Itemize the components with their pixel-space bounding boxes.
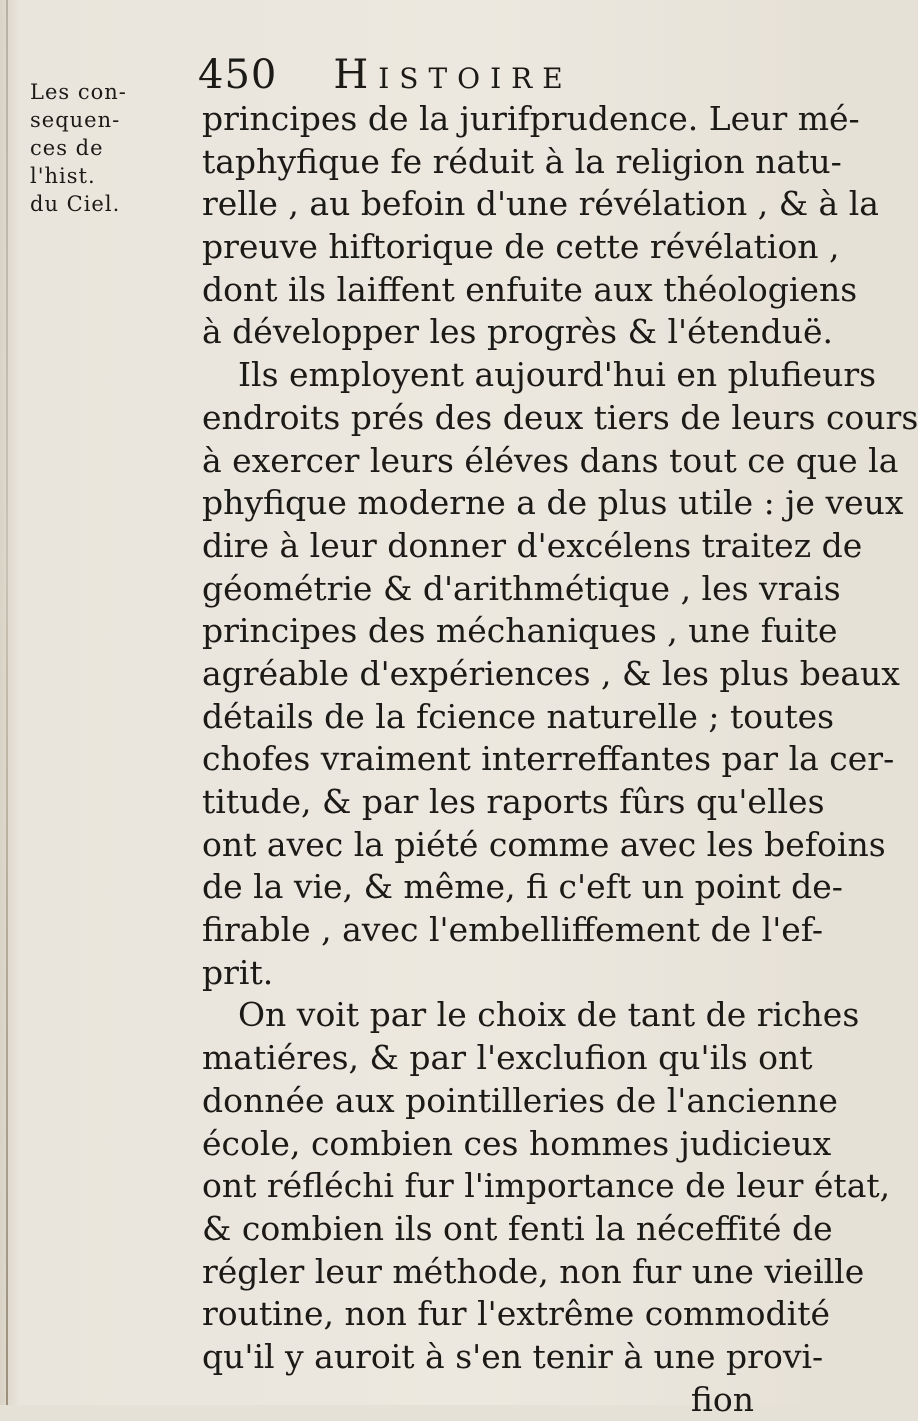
page-edge [6, 0, 8, 1405]
margin-note-line: du Ciel. [30, 192, 121, 216]
text-line: chofes vraiment interreffantes par la cer- [202, 739, 895, 779]
margin-note-line: sequen- [30, 108, 121, 132]
text-line: firable , avec l'embelliffement de l'ef- [202, 910, 824, 950]
text-line: relle , au befoin d'une révélation , & à la [202, 184, 879, 224]
page-number: 450 [198, 52, 278, 98]
text-line: régler leur méthode, non fur une vieille [202, 1251, 865, 1291]
text-line: taphyfique fe réduit à la religion natu- [202, 141, 842, 181]
text-line: routine, non fur l'extrême commodité [202, 1294, 830, 1334]
text-line: On voit par le choix de tant de riches [238, 995, 860, 1035]
catchword: fion [690, 1379, 754, 1419]
text-line: agréable d'expériences , & les plus beaux [202, 653, 900, 693]
body-text [202, 98, 918, 1421]
text-line: dont ils laiffent enfuite aux théologiens [202, 269, 858, 309]
text-line: école, combien ces hommes judicieux [202, 1123, 832, 1163]
text-line: matiéres, & par l'exclufion qu'ils ont [202, 1038, 813, 1078]
margin-note-line: ces de [30, 136, 104, 160]
margin-note [30, 78, 200, 218]
text-line: prit. [202, 952, 274, 992]
margin-note-line: l'hist. [30, 164, 96, 188]
text-line: principes des méchaniques , une fuite [202, 611, 838, 651]
text-line: ont avec la piété comme avec les befoins [202, 824, 886, 864]
text-line: à exercer leurs éléves dans tout ce que la [202, 440, 899, 480]
text-line: de la vie, & même, fi c'eft un point de- [202, 867, 843, 907]
text-line: principes de la jurifprudence. Leur mé- [202, 99, 860, 138]
text-line: phyfique moderne a de plus utile : je veux [202, 483, 904, 523]
text-line: titude, & par les raports fûrs qu'elles [202, 782, 825, 821]
text-line: ont réfléchi fur l'importance de leur état, [202, 1166, 891, 1206]
text-line: qu'il y auroit à s'en tenir à une provi- [202, 1336, 824, 1376]
text-line: donnée aux pointilleries de l'ancienne [202, 1080, 838, 1120]
margin-note-line: Les con- [30, 80, 127, 104]
text-line: endroits prés des deux tiers de leurs cours [202, 397, 918, 437]
text-line: & combien ils ont fenti la néceffité de [202, 1208, 833, 1248]
text-line: à développer les progrès & l'étenduë. [202, 312, 834, 352]
running-head [198, 52, 573, 104]
text-line: détails de la fcience naturelle ; toutes [202, 696, 835, 736]
text-line: Ils employent aujourd'hui en plufieurs [238, 355, 877, 395]
text-line: géométrie & d'arithmétique , les vrais [202, 568, 841, 608]
running-head-title: Histoire [333, 52, 573, 98]
text-line: dire à leur donner d'excélens traitez de [202, 525, 863, 565]
text-line: preuve hiftorique de cette révélation , [202, 227, 840, 267]
